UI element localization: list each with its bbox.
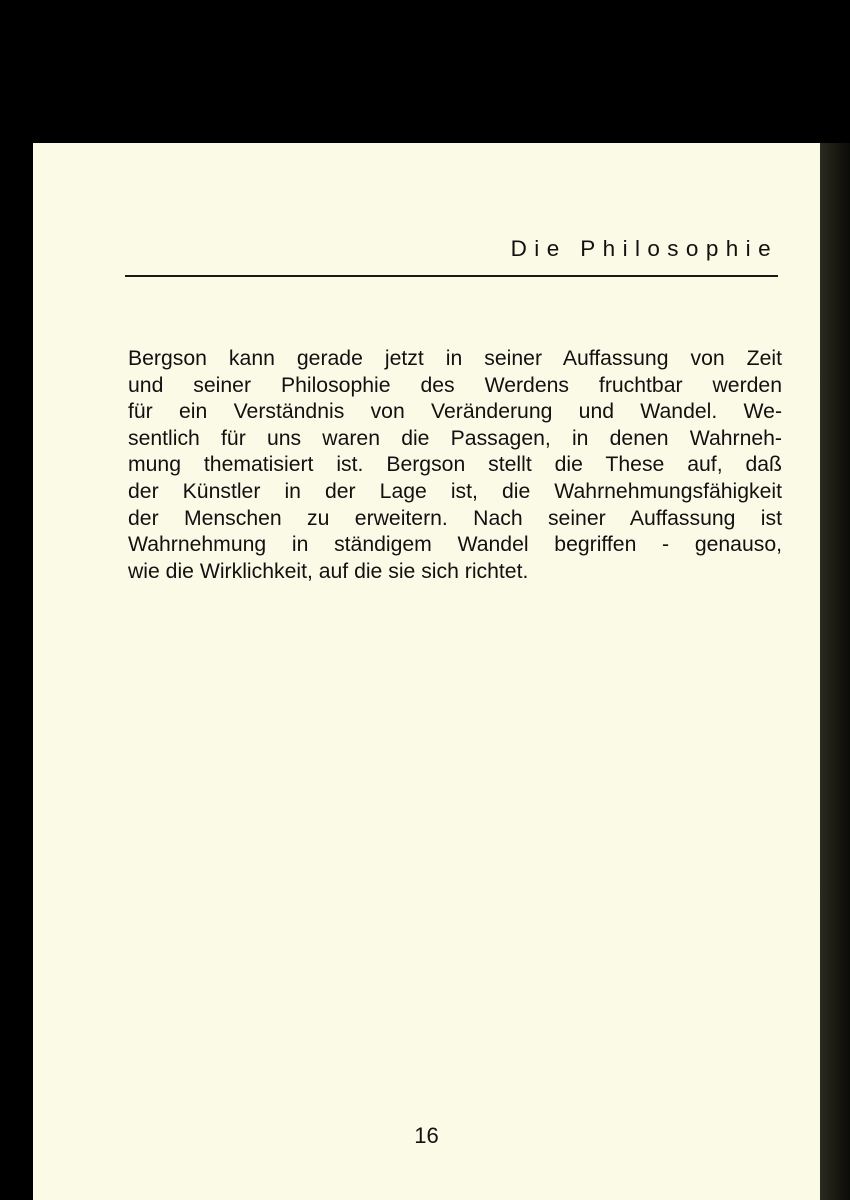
- paragraph-line: mung thematisiert ist. Bergson stellt die These auf, daß: [128, 453, 782, 477]
- body-paragraph: [128, 346, 782, 585]
- page-heading: Die Philosophie: [510, 236, 778, 261]
- book-page: [33, 143, 820, 1200]
- paragraph-line: sentlich für uns waren die Passagen, in denen Wahrneh-: [128, 426, 782, 450]
- paragraph-line: der Künstler in der Lage ist, die Wahrnehmungsfähigkeit: [128, 479, 782, 503]
- paragraph-line: für ein Verständnis von Veränderung und Wandel. We-: [128, 400, 782, 424]
- heading-rule: [125, 275, 778, 277]
- page-number: 16: [414, 1123, 439, 1148]
- paragraph-line: wie die Wirklichkeit, auf die sie sich richtet.: [128, 559, 529, 583]
- paragraph-line: Bergson kann gerade jetzt in seiner Auffassung von Zeit: [128, 347, 782, 370]
- paragraph-line: der Menschen zu erweitern. Nach seiner Auffassung ist: [128, 506, 782, 530]
- paragraph-line: Wahrnehmung in ständigem Wandel begriffen - genauso,: [128, 533, 782, 557]
- paragraph-line: und seiner Philosophie des Werdens fruchtbar werden: [128, 373, 782, 397]
- page-edge-shadow: [820, 143, 850, 1200]
